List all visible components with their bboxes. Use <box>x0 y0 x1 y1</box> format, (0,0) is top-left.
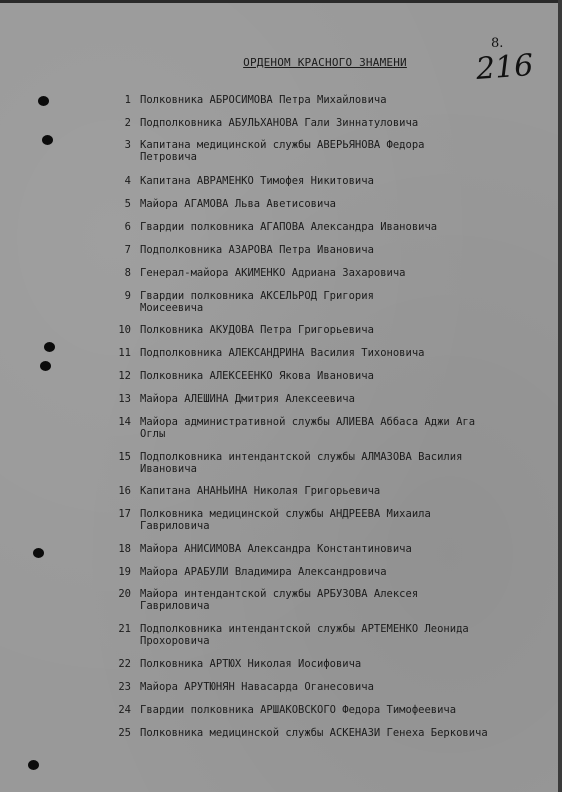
entry-text: Подполковника интендантской службы АЛМАЗОВА Василия Ивановича <box>140 451 463 475</box>
entry-number: 1 <box>124 94 131 106</box>
list-item <box>108 451 558 475</box>
entry-number: 16 <box>118 485 131 497</box>
scan-edge-top <box>0 0 562 3</box>
entry-number: 12 <box>118 370 131 382</box>
entry-text: Подполковника АЗАРОВА Петра Ивановича <box>140 244 374 256</box>
entry-number: 10 <box>118 324 131 336</box>
entry-text: Подполковника АБУЛЬХАНОВА Гали Зиннатуловича <box>140 117 419 129</box>
list-item <box>108 681 558 693</box>
list-item <box>108 267 558 279</box>
list-item <box>108 244 558 256</box>
list-item <box>108 623 558 647</box>
entry-text: Полковника АКУДОВА Петра Григорьевича <box>140 324 374 336</box>
list-item <box>108 508 558 532</box>
entry-number: 21 <box>118 623 131 635</box>
entry-number: 7 <box>124 244 131 256</box>
entry-number: 22 <box>118 658 131 670</box>
punch-hole <box>28 760 39 770</box>
entry-text: Гвардии полковника АКСЕЛЬРОД Григория Моисеевича <box>140 290 374 314</box>
list-item <box>108 566 558 578</box>
list-item <box>108 324 558 336</box>
entry-number: 13 <box>118 393 131 405</box>
entry-text: Майора АЛЕШИНА Дмитрия Алексеевича <box>140 393 355 405</box>
list-item <box>108 139 558 163</box>
list-item <box>108 416 558 440</box>
entry-number: 6 <box>124 221 131 233</box>
entry-text: Полковника медицинской службы АСКЕНАЗИ Генеха Берковича <box>140 727 488 739</box>
entry-text: Капитана АНАНЬИНА Николая Григорьевича <box>140 485 381 497</box>
list-item <box>108 117 558 129</box>
entry-text: Полковника АЛЕКСЕЕНКО Якова Ивановича <box>140 370 374 382</box>
entry-number: 3 <box>124 139 131 151</box>
entry-text: Генерал-майора АКИМЕНКО Адриана Захаровича <box>140 267 406 279</box>
punch-hole <box>44 342 55 352</box>
entry-number: 23 <box>118 681 131 693</box>
punch-hole <box>33 548 44 558</box>
punch-hole <box>42 135 53 145</box>
list-item <box>108 485 558 497</box>
list-item <box>108 290 558 314</box>
entry-number: 19 <box>118 566 131 578</box>
entry-text: Полковника АРТЮХ Николая Иосифовича <box>140 658 362 670</box>
entry-number: 2 <box>124 117 131 129</box>
entry-number: 25 <box>118 727 131 739</box>
entry-number: 20 <box>118 588 131 600</box>
entry-text: Полковника медицинской службы АНДРЕЕВА Михаила Гавриловича <box>140 508 431 532</box>
list-item <box>108 370 558 382</box>
entry-number: 17 <box>118 508 131 520</box>
entry-number: 8 <box>124 267 131 279</box>
list-item <box>108 175 558 187</box>
entry-text: Капитана медицинской службы АВЕРЬЯНОВА Федора Петровича <box>140 139 425 163</box>
entry-number: 14 <box>118 416 131 428</box>
entry-number: 11 <box>118 347 131 359</box>
entry-text: Гвардии полковника АРШАКОВСКОГО Федора Тимофеевича <box>140 704 457 716</box>
entry-text: Подполковника интендантской службы АРТЕМЕНКО Леонида Прохоровича <box>140 623 469 647</box>
entry-text: Майора АГАМОВА Льва Аветисовича <box>140 198 336 210</box>
list-item <box>108 704 558 716</box>
entry-number: 4 <box>124 175 131 187</box>
list-item <box>108 393 558 405</box>
list-item <box>108 221 558 233</box>
list-item <box>108 727 558 739</box>
list-item <box>108 588 558 612</box>
list-item <box>108 658 558 670</box>
list-item <box>108 94 558 106</box>
entry-text: Майора административной службы АЛИЕВА Аббаса Аджи Ага Оглы <box>140 416 476 440</box>
list-item <box>108 347 558 359</box>
folio-small: 8. <box>491 36 504 51</box>
punch-hole <box>40 361 51 371</box>
entry-text: Гвардии полковника АГАПОВА Александра Ивановича <box>140 221 438 233</box>
folio-large: 216 <box>474 48 535 87</box>
entry-number: 15 <box>118 451 131 463</box>
entry-text: Полковника АБРОСИМОВА Петра Михайловича <box>140 94 387 106</box>
entry-text: Подполковника АЛЕКСАНДРИНА Василия Тихоновича <box>140 347 425 359</box>
entry-text: Майора АРАБУЛИ Владимира Александровича <box>140 566 387 578</box>
entry-text: Майора интендантской службы АРБУЗОВА Алексея Гавриловича <box>140 588 419 612</box>
entry-number: 24 <box>118 704 131 716</box>
entry-text: Майора АНИСИМОВА Александра Константиновича <box>140 543 412 555</box>
entry-number: 5 <box>124 198 131 210</box>
scan-edge-right <box>558 0 562 792</box>
entry-number: 18 <box>118 543 131 555</box>
list-item <box>108 198 558 210</box>
entry-text: Майора АРУТЮНЯН Навасарда Оганесовича <box>140 681 374 693</box>
entry-number: 9 <box>124 290 131 302</box>
document-heading: ОРДЕНОМ КРАСНОГО ЗНАМЕНИ <box>243 56 407 69</box>
list-item <box>108 543 558 555</box>
punch-hole <box>38 96 49 106</box>
entry-text: Капитана АВРАМЕНКО Тимофея Никитовича <box>140 175 374 187</box>
